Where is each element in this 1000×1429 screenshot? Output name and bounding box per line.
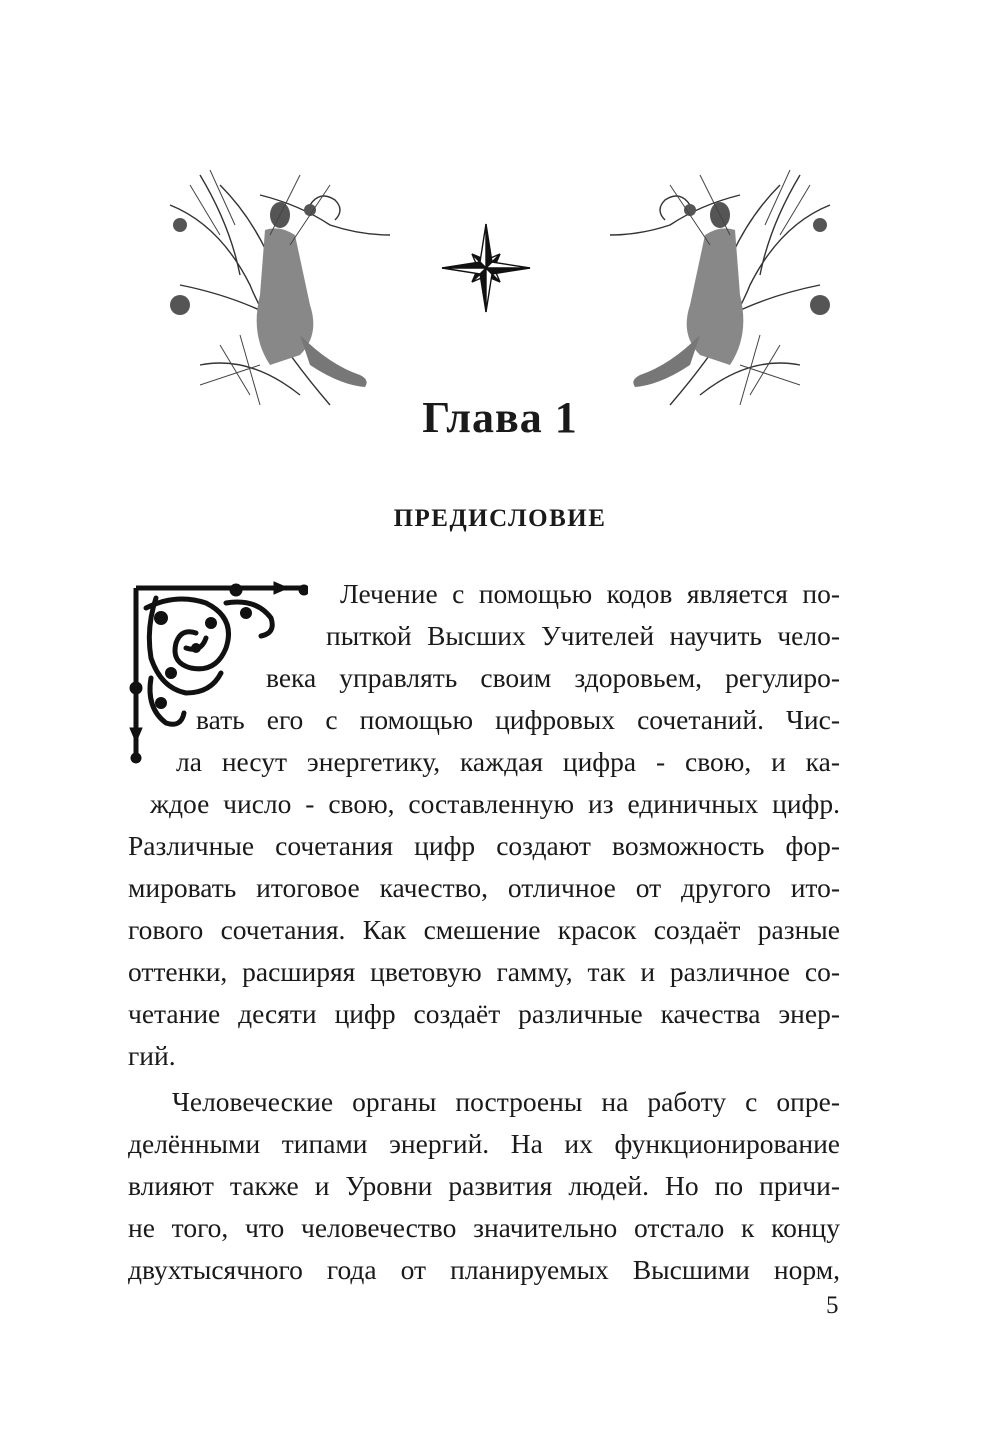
- text-line: вать его с помощью цифровых сочетаний. Чис-: [196, 704, 840, 735]
- text-line: четание десяти цифр создаёт различные качества энер-: [128, 998, 840, 1029]
- section-title: ПРЕДИСЛОВИЕ: [393, 505, 607, 532]
- text-line: пыткой Высших Учителей научить чело-: [326, 620, 840, 651]
- text-line: века управлять своим здоровьем, регулиро-: [266, 662, 840, 693]
- text-line: Различные сочетания цифр создают возможность фор-: [128, 830, 840, 861]
- chapter-title: Глава 1: [422, 393, 578, 442]
- text-line: двухтысячного года от планируемых Высшими норм,: [128, 1254, 840, 1285]
- floral-figure-ornament-right-icon: [600, 165, 840, 415]
- text-line: оттенки, расширяя цветовую гамму, так и различное со-: [128, 956, 840, 987]
- text-line: не того, что человечество значительно отстало к концу: [128, 1212, 840, 1243]
- floral-figure-ornament-left-icon: [160, 165, 400, 415]
- text-line: гового сочетания. Как смешение красок создаёт разные: [128, 914, 840, 945]
- text-line: мировать итоговое качество, отличное от другого ито-: [128, 872, 840, 903]
- page-number: 5: [826, 1292, 839, 1319]
- text-line: делёнными типами энергий. На их функционирование: [128, 1128, 840, 1159]
- text-line: Человеческие органы построены на работу с опре-: [172, 1086, 840, 1117]
- text-line: ла несут энергетику, каждая цифра - свою, и ка-: [176, 746, 840, 777]
- text-line: влияют также и Уровни развития людей. Но по причи-: [128, 1170, 840, 1201]
- text-line: гий.: [128, 1040, 176, 1071]
- compass-star-icon: [440, 222, 532, 314]
- text-line: Лечение с помощью кодов является по-: [340, 578, 840, 609]
- text-line: ждое число - свою, составленную из единичных цифр.: [150, 788, 840, 819]
